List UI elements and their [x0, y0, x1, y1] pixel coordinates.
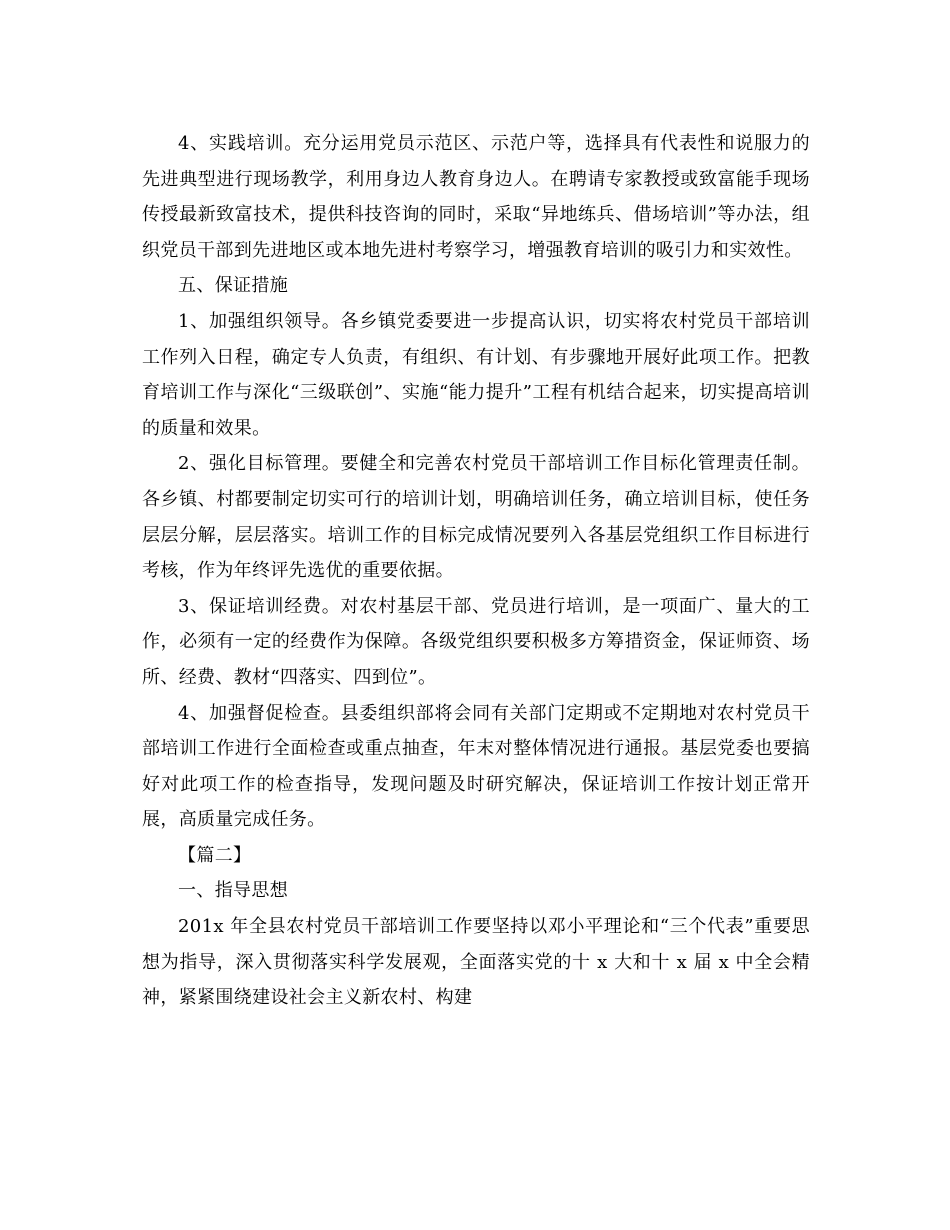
paragraph-target-management: 2、强化目标管理。要健全和完善农村党员干部培训工作目标化管理责任制。各乡镇、村都要制定切实可行的培训计划，明确培训任务，确立培训目标，使任务层层分解，层层落实。培训工作的目标完成情况要列入各基层党组织工作目标进行考核，作为年终评先选优的重要依据。 [142, 453, 810, 582]
paragraph-practice-training: 4、实践培训。充分运用党员示范区、示范户等，选择具有代表性和说服力的先进典型进行现场教学，利用身边人教育身边人。在聘请专家教授或致富能手现场传授最新致富技术，提供科技咨询的同时，采取“异地练兵、借场培训”等办法，组织党员干部到先进地区或本地先进村考察学习，增强教育培训的吸引力和实效性。 [142, 133, 810, 261]
document-body [142, 126, 810, 1016]
paragraph-supervision-inspection: 4、加强督促检查。县委组织部将会同有关部门定期或不定期地对农村党员干部培训工作进行全面检查或重点抽查，年末对整体情况进行通报。基层党委也要搞好对此项工作的检查指导，发现问题及时研究解决，保证培训工作按计划正常开展，高质量完成任务。 [142, 702, 810, 831]
paragraph-guiding-ideology: 201x 年全县农村党员干部培训工作要坚持以邓小平理论和“三个代表”重要思想为指导，深入贯彻落实科学发展观，全面落实党的十 x 大和十 x 届 x 中全会精神，紧紧围绕建设社会主义新农村、构建 [142, 916, 810, 1009]
paragraph-strengthen-leadership: 1、加强组织领导。各乡镇党委要进一步提高认识，切实将农村党员干部培训工作列入日程，确定专人负责，有组织、有计划、有步骤地开展好此项工作。把教育培训工作与深化“三级联创”、实施“能力提升”工程有机结合起来，切实提高培训的质量和效果。 [142, 310, 810, 439]
part-heading-chapter-two: 【篇二】 [178, 844, 252, 866]
section-heading-guiding-ideology: 一、指导思想 [178, 880, 289, 902]
section-heading-guarantee-measures: 五、保证措施 [178, 275, 289, 297]
paragraph-training-funds: 3、保证培训经费。对农村基层干部、党员进行培训，是一项面广、量大的工作，必须有一定的经费作为保障。各级党组织要积极多方筹措资金，保证师资、场所、经费、教材“四落实、四到位”。 [142, 595, 810, 688]
